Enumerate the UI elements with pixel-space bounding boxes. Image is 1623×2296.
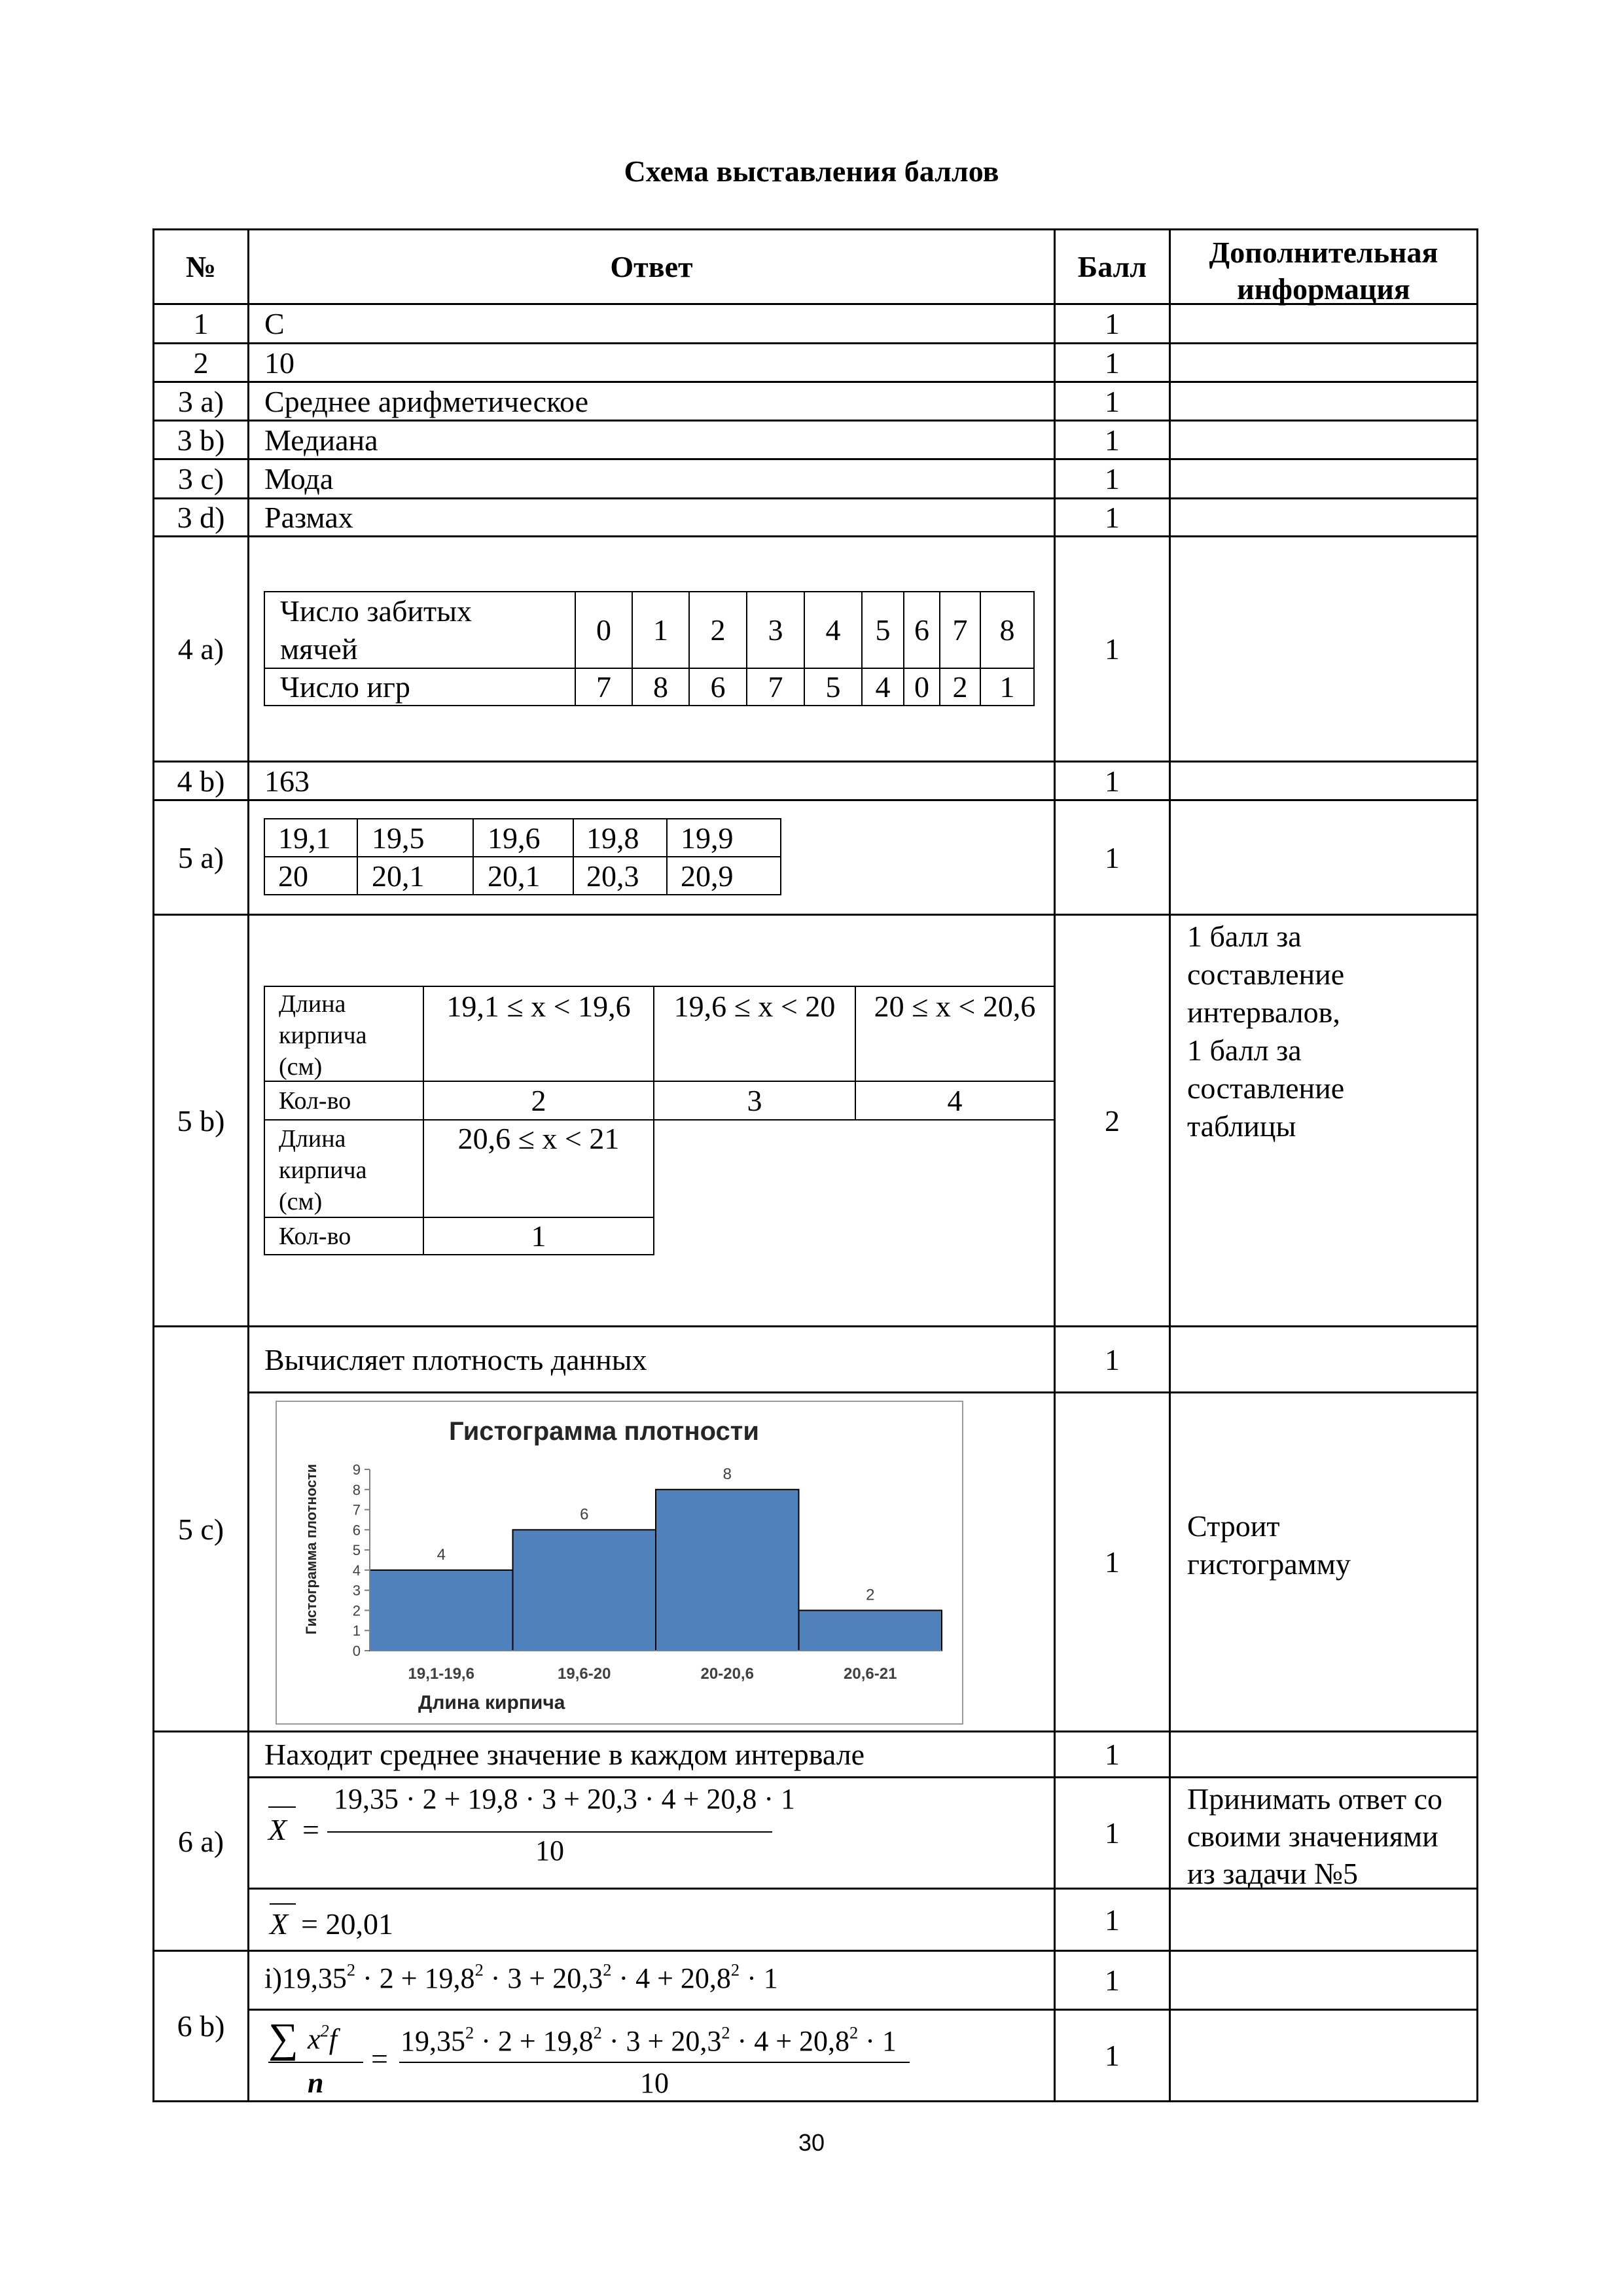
table-border-right — [1476, 228, 1478, 2102]
formula-numerator: 19,35 · 2 + 19,8 · 3 + 20,3 · 4 + 20,8 · 1 — [334, 1783, 796, 1815]
y-tick-label: 0 — [352, 1643, 361, 1659]
extra-line: из задачи №5 — [1187, 1857, 1358, 1890]
row-divider — [152, 761, 1478, 762]
extra-line: 1 балл за — [1187, 920, 1302, 953]
interval-label: 19,6 ≤ x < 20 — [673, 990, 836, 1023]
data-value: 20,9 — [681, 859, 734, 893]
table-line — [264, 591, 265, 706]
histogram-bar — [799, 1610, 942, 1651]
data-value: 20,1 — [488, 859, 541, 893]
fraction-bar — [268, 2062, 363, 2063]
row-answer: Размах — [264, 501, 353, 534]
row-number: 4 a) — [177, 632, 224, 666]
games-value: 5 — [825, 670, 841, 704]
games-value: 7 — [596, 670, 611, 704]
sum-term: $x^2f$ — [308, 2020, 337, 2055]
row-score: 1 — [1105, 462, 1120, 495]
row-divider — [152, 535, 1478, 537]
header-extra-line1: Дополнительная — [1209, 236, 1438, 269]
chart-y-axis-label: Гистограмма плотности — [303, 1463, 319, 1635]
extra-line: составление — [1187, 1071, 1345, 1105]
row-number: 3 d) — [177, 501, 225, 534]
row-score: 1 — [1105, 840, 1120, 874]
row-score: 1 — [1105, 2039, 1120, 2072]
goals-value: 2 — [710, 613, 726, 647]
y-tick-label: 6 — [352, 1522, 361, 1539]
overline — [270, 1903, 296, 1905]
row-answer: Находит среднее значение в каждом интервале — [264, 1738, 865, 1771]
table-line — [1033, 591, 1035, 706]
row-number: 3 c) — [177, 462, 224, 495]
count-label: Кол-во — [279, 1222, 351, 1250]
chart-title: Гистограмма плотности — [449, 1417, 759, 1446]
row-score: 1 — [1105, 1738, 1120, 1771]
column-divider — [247, 228, 249, 2102]
table-line — [423, 986, 424, 1255]
games-label: Число игр — [280, 670, 410, 704]
bar-data-label: 6 — [580, 1505, 589, 1524]
bar-data-label: 4 — [437, 1545, 446, 1564]
row-divider — [152, 458, 1478, 460]
row-divider — [247, 1391, 1478, 1393]
extra-line: 1 балл за — [1187, 1033, 1302, 1067]
extra-line: таблицы — [1187, 1109, 1296, 1143]
y-tick-label: 5 — [352, 1542, 361, 1559]
header-extra-line2: информация — [1237, 272, 1410, 306]
equals-sign: = — [371, 2042, 388, 2075]
data-value: 20 — [278, 859, 308, 893]
row-answer: Среднее арифметическое — [264, 384, 589, 418]
row-score: 1 — [1105, 1964, 1120, 1997]
table-line — [264, 705, 1035, 706]
extra-line: Принимать ответ со — [1187, 1782, 1443, 1816]
length-label-line: Длина — [279, 1125, 346, 1153]
table-line — [264, 1254, 654, 1255]
games-value: 4 — [875, 670, 891, 704]
fraction-bar — [399, 2062, 910, 2063]
row-answer: C — [264, 307, 285, 340]
extra-line: Строит — [1187, 1509, 1280, 1543]
row-divider — [152, 914, 1478, 916]
mean-result-value: = 20,01 — [301, 1907, 393, 1941]
data-value: 19,8 — [586, 821, 639, 855]
histogram-bar — [370, 1570, 513, 1651]
length-label — [279, 988, 366, 1083]
data-value: 19,1 — [278, 821, 331, 855]
extra-line: гистограмму — [1187, 1547, 1351, 1581]
row-answer: Медиана — [264, 423, 378, 457]
length-label-line: Длина — [279, 990, 346, 1018]
histogram-bar — [513, 1530, 656, 1651]
y-tick-label: 2 — [352, 1602, 361, 1619]
goals-value: 0 — [596, 613, 611, 647]
count-label: Кол-во — [279, 1086, 351, 1115]
y-tick-label: 7 — [352, 1501, 361, 1518]
goals-value: 3 — [768, 613, 783, 647]
x-tick-label: 20-20,6 — [700, 1665, 754, 1683]
row-number: 4 b) — [177, 764, 225, 798]
row-score: 1 — [1105, 1816, 1120, 1850]
row-answer: 10 — [264, 346, 294, 380]
header-answer: Ответ — [610, 250, 693, 283]
table-line — [573, 818, 574, 895]
count-value: 4 — [947, 1084, 963, 1117]
header-number: № — [185, 250, 217, 283]
games-value: 2 — [952, 670, 968, 704]
data-value: 19,6 — [488, 821, 541, 855]
sample-size: n — [308, 2067, 324, 2099]
data-value: 19,9 — [681, 821, 734, 855]
length-label — [279, 1123, 366, 1217]
table-line — [780, 818, 781, 895]
row-number: 3 a) — [177, 384, 224, 418]
formula-numerator: $19,35^2 \cdot 2 + 19,8^2 \cdot 3 + 20,3^2 \cdot 4 + 20,8^2 \cdot 1$ — [401, 2022, 897, 2057]
row-score: 2 — [1105, 1103, 1120, 1138]
density-histogram — [277, 1402, 962, 1723]
y-tick-label: 3 — [352, 1582, 361, 1599]
extra-line: интервалов, — [1187, 996, 1340, 1029]
header-extra — [1171, 234, 1476, 308]
fraction-bar — [327, 1831, 772, 1833]
row-score: 1 — [1105, 384, 1120, 418]
y-tick-label: 4 — [352, 1562, 361, 1579]
row-score: 1 — [1105, 423, 1120, 457]
row-score: 1 — [1105, 501, 1120, 534]
games-value: 6 — [710, 670, 726, 704]
histogram-bar — [656, 1490, 799, 1651]
overline — [268, 1806, 296, 1808]
row-number: 5 b) — [177, 1103, 225, 1138]
equals-sign: = — [302, 1813, 319, 1846]
row-score: 1 — [1105, 307, 1120, 340]
table-line — [653, 986, 654, 1255]
table-line — [357, 818, 358, 895]
bar-data-label: 8 — [722, 1465, 732, 1483]
x-tick-label: 20,6-21 — [844, 1665, 897, 1683]
interval-label: 19,1 ≤ x < 19,6 — [446, 990, 631, 1023]
table-line — [264, 1119, 1054, 1121]
row-answer: Вычисляет плотность данных — [264, 1342, 647, 1376]
row-score: 1 — [1105, 632, 1120, 666]
goals-label: Число забитых — [280, 594, 473, 628]
row-score: 1 — [1105, 346, 1120, 380]
goals-value: 6 — [914, 613, 929, 647]
chart-x-axis-label: Длина кирпича — [418, 1692, 565, 1713]
row-number: 5 c) — [177, 1512, 224, 1546]
y-tick-label: 8 — [352, 1481, 361, 1498]
length-label-line: кирпича — [279, 1157, 367, 1184]
table-line — [264, 818, 265, 895]
row-number: 6 a) — [177, 1824, 224, 1858]
goals-value: 1 — [653, 613, 668, 647]
column-divider — [1169, 228, 1171, 2102]
y-tick-label: 1 — [352, 1623, 361, 1640]
games-value: 0 — [914, 670, 929, 704]
y-tick-label: 9 — [352, 1462, 361, 1478]
row-number: 6 b) — [177, 2009, 225, 2043]
row-divider — [247, 2009, 1478, 2011]
row-number: 5 a) — [177, 840, 224, 874]
data-value: 19,5 — [372, 821, 425, 855]
formula-denominator: 10 — [535, 1835, 564, 1867]
row-answer: 163 — [264, 764, 310, 798]
data-value: 20,3 — [586, 859, 639, 893]
row-divider — [152, 1950, 1478, 1952]
count-value: 3 — [747, 1084, 762, 1117]
row-divider — [152, 799, 1478, 801]
table-line — [264, 986, 265, 1255]
row-score: 1 — [1105, 1342, 1120, 1376]
count-value: 2 — [531, 1084, 546, 1117]
row-extra-info — [1187, 1507, 1351, 1583]
table-line — [666, 818, 668, 895]
page-number: 30 — [798, 2129, 825, 2156]
row-score: 1 — [1105, 1545, 1120, 1579]
row-score: 1 — [1105, 764, 1120, 798]
data-value: 20,1 — [372, 859, 425, 893]
length-label-line: кирпича — [279, 1022, 367, 1049]
length-label-line: (см) — [279, 1053, 323, 1081]
goals-value: 8 — [999, 613, 1015, 647]
games-value: 7 — [768, 670, 783, 704]
sum-of-squares: $i)19,35^2 \cdot 2 + 19,8^2 \cdot 3 + 20,3^2 \cdot 4 + 20,8^2 \cdot 1$ — [264, 1960, 778, 1994]
games-value: 1 — [999, 670, 1015, 704]
row-divider — [152, 2100, 1478, 2102]
count-value: 1 — [531, 1219, 546, 1253]
x-tick-label: 19,1-19,6 — [408, 1665, 474, 1683]
table-line — [264, 986, 1054, 987]
goals-value: 5 — [875, 613, 891, 647]
header-score: Балл — [1077, 250, 1147, 283]
sigma-symbol: ∑ — [268, 2015, 298, 2061]
goals-value: 4 — [825, 613, 841, 647]
mean-symbol: X — [268, 1813, 287, 1846]
row-divider — [152, 342, 1478, 344]
goals-value: 7 — [952, 613, 968, 647]
table-line — [264, 894, 781, 895]
mean-symbol: X — [270, 1907, 289, 1941]
interval-label: 20,6 ≤ x < 21 — [457, 1122, 620, 1155]
games-value: 8 — [653, 670, 668, 704]
row-score: 1 — [1105, 1903, 1120, 1937]
interval-label: 20 ≤ x < 20,6 — [874, 990, 1036, 1023]
row-answer: Мода — [264, 462, 334, 495]
formula-denominator: 10 — [640, 2067, 669, 2099]
extra-line: составление — [1187, 958, 1345, 991]
row-extra-info — [1187, 1780, 1442, 1892]
x-tick-label: 19,6-20 — [558, 1665, 611, 1683]
page-title: Схема выставления баллов — [624, 154, 999, 188]
row-number: 3 b) — [177, 423, 225, 457]
extra-line: своими значениями — [1187, 1820, 1438, 1853]
length-label-line: (см) — [279, 1188, 323, 1215]
bar-data-label: 2 — [866, 1586, 875, 1604]
row-number: 1 — [193, 307, 209, 340]
row-number: 2 — [193, 346, 209, 380]
goals-label-cont: мячей — [280, 632, 358, 666]
row-divider — [247, 1776, 1478, 1778]
row-extra-info — [1187, 918, 1344, 1145]
table-line — [473, 818, 474, 895]
